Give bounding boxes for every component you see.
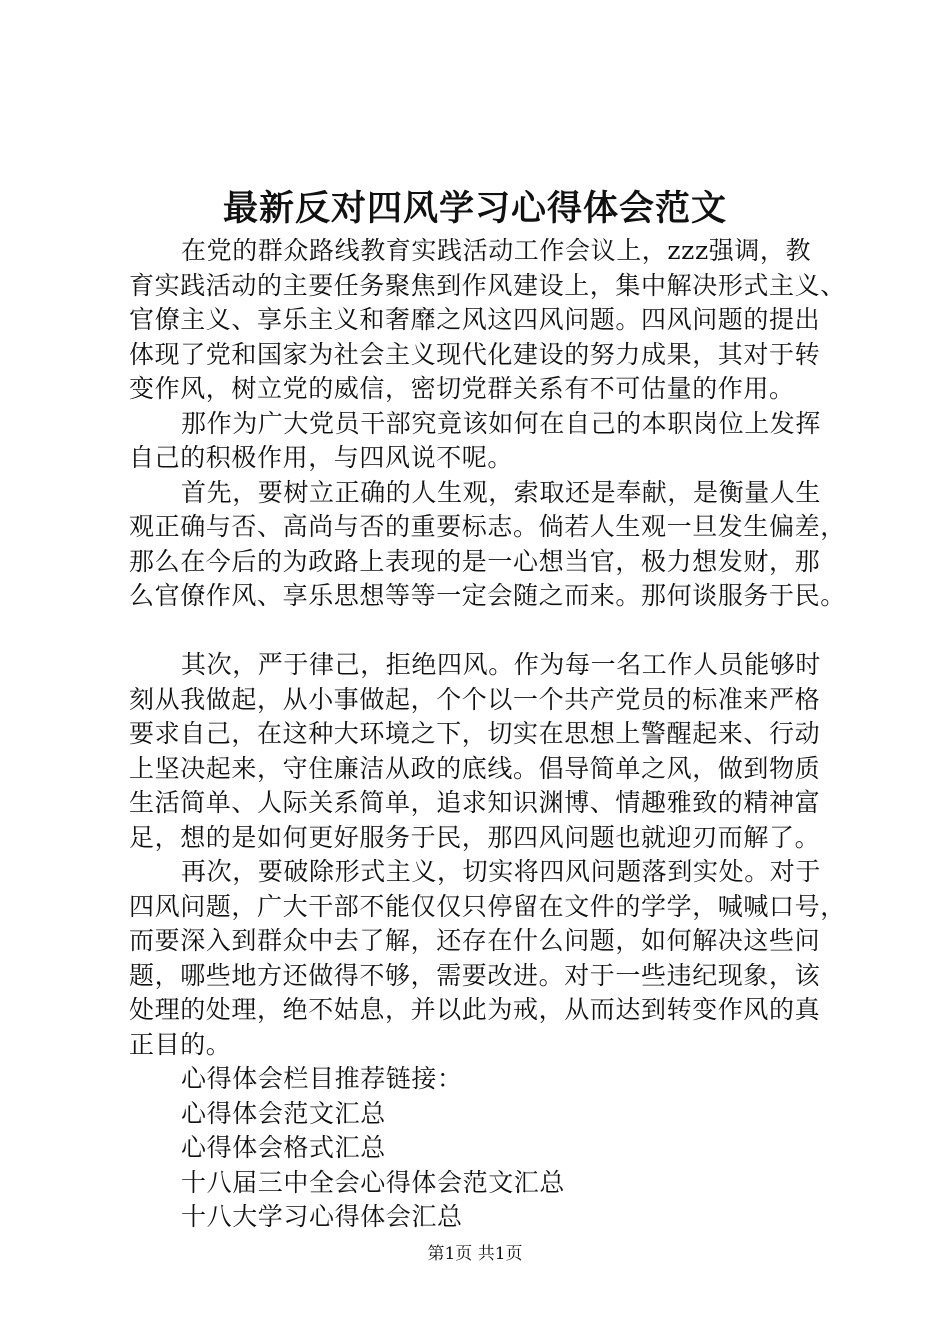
- recommended-link[interactable]: 十八大学习心得体会汇总: [181, 1202, 463, 1231]
- document-body: [129, 234, 849, 1235]
- paragraph-line: 生活简单、人际关系简单，追求知识渊博、情趣雅致的精神富: [129, 788, 821, 817]
- paragraph-line: 四风问题，广大干部不能仅仅只停留在文件的学学，喊喊口号，: [129, 891, 846, 921]
- document-title: 最新反对四风学习心得体会范文: [222, 188, 727, 229]
- paragraph-line: 么官僚作风、享乐思想等等一定会随之而来。那何谈服务于民。: [129, 581, 846, 610]
- paragraph-line: 再次，要破除形式主义，切实将四风问题落到实处。对于: [181, 857, 822, 886]
- paragraph-line: 育实践活动的主要任务聚焦到作风建设上，集中解决形式主义、: [129, 270, 846, 300]
- paragraph-line: 在党的群众路线教育实践活动工作会议上，zzz强调，教: [181, 236, 812, 265]
- paragraph-line: 要求自己，在这种大环境之下，切实在思想上警醒起来、行动: [129, 719, 821, 748]
- paragraph-line: 体现了党和国家为社会主义现代化建设的努力成果，其对于转: [129, 339, 821, 369]
- paragraph-line: 那作为广大党员干部究竟该如何在自己的本职岗位上发挥: [181, 408, 822, 438]
- paragraph-line: 刻从我做起，从小事做起，个个以一个共产党员的标准来严格: [129, 684, 821, 714]
- paragraph-spacer: [129, 614, 849, 649]
- paragraph-line: 处理的处理，绝不姑息，并以此为戒，从而达到转变作风的真: [129, 995, 821, 1024]
- paragraph-line: 上坚决起来，守住廉洁从政的底线。倡导简单之风，做到物质: [129, 753, 821, 783]
- paragraph-line: 正目的。: [129, 1029, 232, 1059]
- paragraph-line: 自己的积极作用，与四风说不呢。: [129, 443, 514, 472]
- links-heading: 心得体会栏目推荐链接：: [181, 1064, 463, 1093]
- paragraph-line: 官僚主义、享乐主义和奢靡之风这四风问题。四风问题的提出: [129, 305, 821, 334]
- paragraph-line: 首先，要树立正确的人生观，索取还是奉献，是衡量人生: [181, 477, 822, 507]
- paragraph-line: 那么在今后的为政路上表现的是一心想当官，极力想发财，那: [129, 546, 821, 576]
- recommended-link[interactable]: 心得体会格式汇总: [181, 1133, 386, 1162]
- paragraph-line: 观正确与否、高尚与否的重要标志。倘若人生观一旦发生偏差，: [129, 512, 846, 541]
- paragraph-line: 题，哪些地方还做得不够，需要改进。对于一些违纪现象，该: [129, 960, 821, 990]
- paragraph-line: 足，想的是如何更好服务于民，那四风问题也就迎刃而解了。: [129, 822, 821, 852]
- paragraph-line: 变作风，树立党的威信，密切党群关系有不可估量的作用。: [129, 374, 795, 403]
- paragraph-line: 其次，严于律己，拒绝四风。作为每一名工作人员能够时: [181, 650, 822, 679]
- recommended-link[interactable]: 心得体会范文汇总: [181, 1098, 386, 1128]
- page-number-footer: 第1页 共1页: [427, 1244, 523, 1264]
- paragraph-line: 而要深入到群众中去了解，还存在什么问题，如何解决这些问: [129, 926, 821, 955]
- recommended-link[interactable]: 十八届三中全会心得体会范文汇总: [181, 1167, 566, 1197]
